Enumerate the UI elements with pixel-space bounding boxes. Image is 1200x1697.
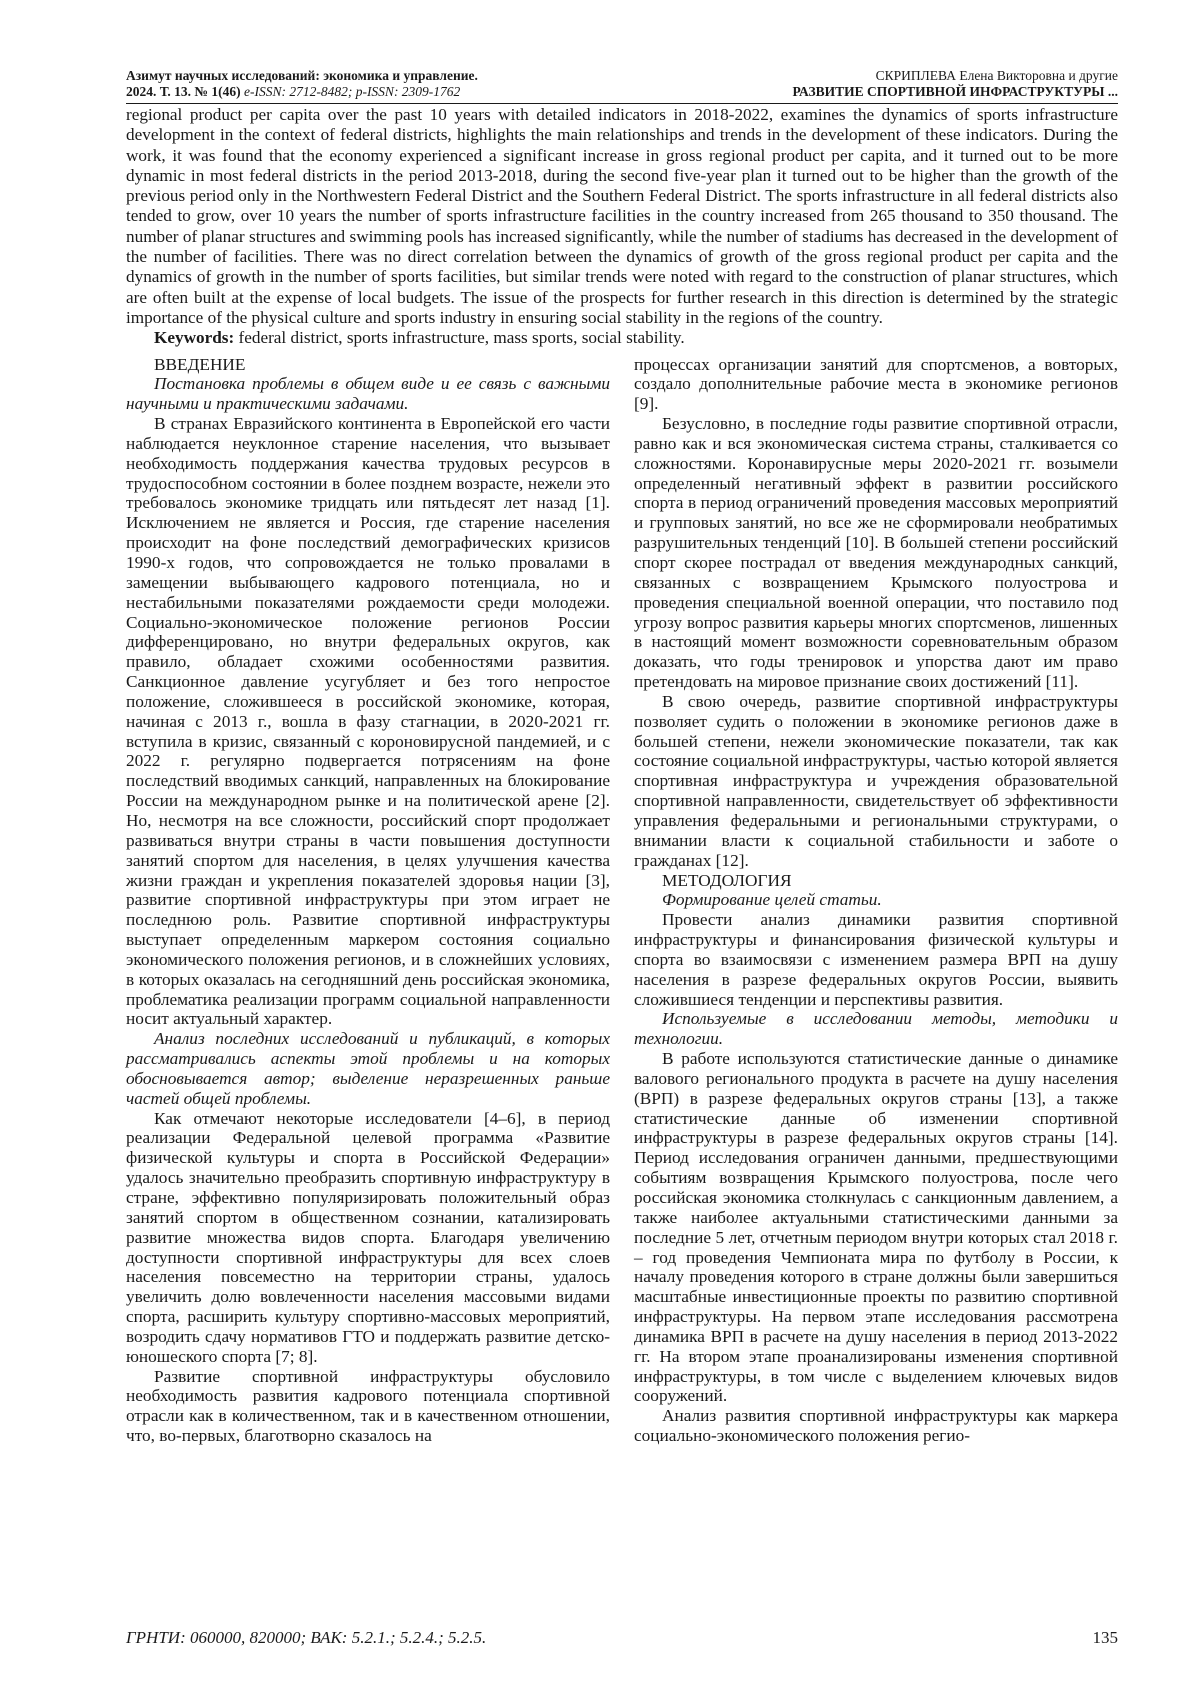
issn: e-ISSN: 2712-8482; p-ISSN: 2309-1762 — [243, 84, 461, 99]
article-info — [793, 68, 1118, 100]
subheading: Постановка проблемы в общем виде и ее связь с важными научными и практическими задачами. — [126, 374, 610, 414]
paragraph: Развитие спортивной инфраструктуры обусловило необходимость развития кадрового потенциала спортивной отрасли как в количественном, так и в качественном отношении, что, во-первых, благотворно сказалось на — [126, 1366, 610, 1446]
paragraph: Анализ развития спортивной инфраструктуры как маркера социально-экономического положения регио- — [634, 1406, 1118, 1446]
keywords-label: Keywords: — [154, 328, 235, 348]
paragraph: Как отмечают некоторые исследователи [4–6], в период реализации Федеральной целевой программа «Развитие физической культуры и спорта в Российской Федерации» удалось значительно преобразить спортивную инфраструктуру в стране, эффективно популяризировать положительный образ занятий спортом в общественном сознании, катализировать развитие множества видов спорта. Благодаря увеличению доступности спортивной инфраструктуры для всех слоев населения повсеместно на территории страны, удалось увеличить долю вовлеченности населения массовыми видами спорта, расширить культуру спортивно-массовых мероприятий, возродить сдачу нормативов ГТО и поддержать развитие детско-юношеского спорта [7; 8]. — [126, 1108, 610, 1366]
section-heading-method: МЕТОДОЛОГИЯ — [662, 870, 792, 890]
page-footer — [126, 1628, 1118, 1648]
paragraph: Провести анализ динамики развития спортивной инфраструктуры и финансирования физической культуры и спорта во взаимосвязи с изменением размера ВРП на душу населения в разрезе федеральных округов России, выявить сложившиеся тенденции и перспективы развития. — [634, 910, 1118, 1009]
subheading: Формирование целей статьи. — [662, 890, 882, 910]
paragraph: В работе используются статистические данные о динамике валового регионального продукта в расчете на душу населения (ВРП) в разрезе федеральных округов страны [13], а также статистические данные об изменении спортивной инфраструктуры в разрезе федеральных округов страны [14]. Период исследования ограничен данными, предшествующими событиям возвращения Крымского полуострова, после чего российская экономика столкнулась с санкционным давлением, а также наиболее актуальными статистическими данными за последние 5 лет, отчетным периодом внутри которых стал 2018 г. – год проведения Чемпионата мира по футболу в России, к началу проведения которого в стране должны были завершиться масштабные инвестиционные проекты по развитию спортивной инфраструктуры. На первом этапе исследования рассмотрена динамика ВРП в расчете на душу населения в период 2013-2022 гг. На втором этапе проанализированы изменения спортивной инфраструктуры, в том числе с выделением ключевых видов сооружений. — [634, 1049, 1118, 1406]
subheading: Анализ последних исследований и публикаций, в которых рассматривались аспекты этой проблемы и на которых обосновывается автор; выделение неразрешенных раньше частей общей проблемы. — [126, 1029, 610, 1108]
running-header — [126, 68, 1118, 100]
keywords-text: federal district, sports infrastructure, mass sports, social stability. — [238, 328, 685, 348]
header-divider — [126, 103, 1118, 104]
subheading: Используемые в исследовании методы, методики и технологии. — [634, 1009, 1118, 1049]
right-column — [634, 355, 1118, 1446]
journal-issue: 2024. Т. 13. № 1(46) e-ISSN: 2712-8482; p-ISSN: 2309-1762 — [126, 84, 461, 99]
article-title: РАЗВИТИЕ СПОРТИВНОЙ ИНФРАСТРУКТУРЫ ... — [792, 84, 1118, 99]
journal-info — [126, 68, 478, 100]
left-column — [126, 355, 610, 1446]
paragraph: процессах организации занятий для спортсменов, а вовторых, создало дополнительные рабочие места в экономике регионов [9]. — [634, 354, 1118, 414]
abstract-text: regional product per capita over the past 10 years with detailed indicators in 2018-2022, examines the dynamics of sports infrastructure development in the context of federal districts, highlights the main relationships and trends in the development of these indicators. During the work, it was found that the economy experienced a significant increase in gross regional product per capita, and it turned out to be more dynamic in most federal districts in the period 2013-2018, during the second five-year plan it turned out to be higher than the growth of the previous period only in the Northwestern Federal District and the Southern Federal District. The sports infrastructure in all federal districts also tended to grow, over 10 years the number of sports infrastructure facilities in the country increased from 265 thousand to 350 thousand. The number of planar structures and swimming pools has increased significantly, while the number of stadiums has decreased in the development of the number of facilities. There was no direct correlation between the dynamics of growth of the gross regional product per capita and the dynamics of growth in the number of sports facilities, but similar trends were noted with regard to the construction of planar structures, which are often built at the expense of local budgets. The issue of the prospects for further research in this direction is determined by the strategic importance of the physical culture and sports industry in ensuring social stability in the regions of the country. — [126, 105, 1118, 327]
page — [126, 68, 1118, 1446]
section-heading-intro: ВВЕДЕНИЕ — [154, 354, 246, 374]
journal-name: Азимут научных исследований: экономика и управление. — [126, 68, 478, 83]
two-column-body — [126, 355, 1118, 1446]
classification-codes: ГРНТИ: 060000, 820000; ВАК: 5.2.1.; 5.2.4.; 5.2.5. — [126, 1628, 487, 1647]
keywords — [126, 328, 1118, 348]
page-number: 135 — [1092, 1628, 1118, 1647]
paragraph: В странах Евразийского континента в Европейской его части наблюдается неуклонное старение населения, что вызывает необходимость поддержания качества трудовых ресурсов в трудоспособном состоянии в более позднем возрасте, нежели это требовалось экономике тридцать или пятьдесят лет назад [1]. Исключением не является и Россия, где старение населения происходит на фоне последствий демографических кризисов 1990-х годов, что сопровождается не только провалами в замещении выбывающего кадрового потенциала, но и нестабильными показателями рождаемости среди молодежи. Социально-экономическое положение регионов России дифференцировано, но внутри федеральных округов, как правило, обладает схожими особенностями развития. Санкционное давление усугубляет и без того непростое положение, сложившееся в российской экономике, которая, начиная с 2013 г., вошла в фазу стагнации, в 2020-2021 гг. вступила в кризис, связанный с короновирусной пандемией, и с 2022 г. регулярно подвергается потрясениям на фоне последствий вводимых санкций, направленных на блокирование России на международном рынке и на политической арене [2]. Но, несмотря на все сложности, российский спорт продолжает развиваться внутри страны в части повышения доступности занятий спортом для населения, в целях улучшения качества жизни граждан и укрепления показателей здоровья нации [3], развитие спортивной инфраструктуры при этом играет не последнюю роль. Развитие спортивной инфраструктуры выступает определенным маркером состояния социально экономического положения регионов, и в сложнейших условиях, в которых оказалась на сегодняшний день российская экономика, проблематика реализации программ социальной направленности носит актуальный характер. — [126, 414, 610, 1029]
paragraph: В свою очередь, развитие спортивной инфраструктуры позволяет судить о положении в экономике регионов даже в большей степени, нежели экономические показатели, так как состояние социальной инфраструктуры, частью которой является спортивная инфраструктура и учреждения образовательной спортивной направленности, свидетельствует об эффективности управления федеральными и региональными структурами, о внимании власти к социальной стабильности и заботе о гражданах [12]. — [634, 691, 1118, 870]
authors: СКРИПЛЕВА Елена Викторовна и другие — [875, 68, 1118, 83]
paragraph: Безусловно, в последние годы развитие спортивной отрасли, равно как и вся экономическая система страны, сталкивается со сложностями. Коронавирусные меры 2020-2021 гг. возымели определенный негативный эффект в развитии российского спорта в период ограничений проведения массовых мероприятий и групповых занятий, но все же не сформировали необратимых разрушительных тенденций [10]. В большей степени российский спорт скорее пострадал от введения международных санкций, связанных с возвращением Крымского полуострова и проведения специальной военной операции, что поставило под угрозу вопрос развития карьеры многих спортсменов, лишенных в настоящий момент возможности соревновательным образом доказать, что годы тренировок и упорства дают им право претендовать на мировое признание своих достижений [11]. — [634, 414, 1118, 692]
